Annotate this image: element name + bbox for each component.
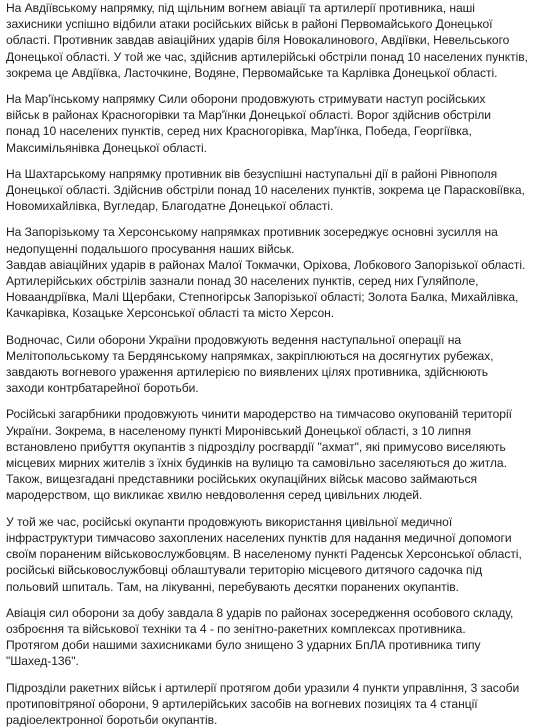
paragraph-looting: Російські загарбники продовжують чинити мародерство на тимчасово окупованій території України. Зокрема, в населеному пункті Миронівський Донецької області, з 10 липня встановлено прибуття окупантів з підрозділу росгвардії "ахмат", які примусово виселяють місцевих мирних жителів з їхніх будинків на вулицю та самовільно заселяються до житла. Також, вищезгадані представники російських окупаційних військ масово займаються мародерством, що викликає хвилю невдоволення серед цивільних людей. xyxy=(6,407,512,503)
paragraph-medical-infrastructure: У той же час, російські окупанти продовжують використання цивільної медичної інфраструктури тимчасово захоплених населених пунктів для надання медичної допомоги своїм пораненим військовослужбовцям. В населеному пункті Раденськ Херсонської області, російські військовослужбовці облаштували територію місцевого дитячого садочка під польовий шпиталь. Там, на лікуванні, перебувають десятки поранених окупантів. xyxy=(6,514,522,594)
paragraph-melitopol-berdiansk: Водночас, Сили оборони України продовжують ведення наступальної операції на Мелітопольському та Бердянському напрямках, закріплюються на досягнутих рубежах, завдають вогневого ураження артилерією по виявлених цілях противника, здійснюють заходи контрбатарейної боротьби. xyxy=(6,332,494,396)
paragraph-aviation: Авіація сил оборони за добу завдала 8 ударів по районах зосередження особового складу, озброєння та військової техніки та 4 - по зенітно-ракетних комплексах противника. Протягом доби нашими захисниками було знищено 3 ударних БпЛА противника типу "Шахед-136". xyxy=(6,605,514,669)
paragraph-shakhtarsk: На Шахтарському напрямку противник вів безуспішні наступальні дії в районі Рівнополя Донецької області. Здійснив обстріли понад 10 населених пунктів, зокрема це Парасковіївка, Новомихайлівка, Вугледар, Благодатне Донецької області. xyxy=(6,166,525,214)
paragraph-zaporizhzhia-kherson: На Запорізькому та Херсонському напрямках противник зосереджує основні зусилля на недопущенні подальшого просування наших військ. Завдав авіаційних ударів в районах Малої Токмачки, Оріхова, Лобкового Запорізької області. Артилерійських обстрілів зазнали понад 30 населених пунктів, серед них Гуляйполе, Новаандріївка, Малі Щербаки, Степногірськ Запорізької області; Золота Балка, Михайлівка, Качкарівка, Козацьке Херсонської області та місто Херсон. xyxy=(6,225,526,321)
paragraph-missile-artillery: Підрозділи ракетних військ і артилерії протягом доби уразили 4 пункти управління, 3 засоби протиповітряної оборони, 9 артилерійських засобів на вогневих позиціях та 4 станції радіоелектронної боротьби окупантів. xyxy=(6,680,520,727)
paragraph-marinka: На Мар'їнському напрямку Сили оборони продовжують стримувати наступ російських військ в районах Красногорівки та Мар'їнки Донецької області. Ворог здійснив обстріли понад 10 населених пунктів, серед них Красногорівка, Мар'їнка, Победа, Георгіївка, Максимільянівка Донецької області. xyxy=(6,92,491,155)
paragraph-avdiivka: На Авдіївському напрямку, під щільним вогнем авіації та артилерії противника, наші захисники успішно відбили атаки російських військ в районі Первомайського Донецької області. Противник завдав авіаційних ударів біля Новокалинового, Авдіївки, Невельського Донецької області. У той же час, здійснив артилерійські обстріли понад 10 населених пунктів, зокрема це Авдіївка, Ласточкине, Водяне, Первомайське та Карлівка Донецької області. xyxy=(6,1,528,80)
